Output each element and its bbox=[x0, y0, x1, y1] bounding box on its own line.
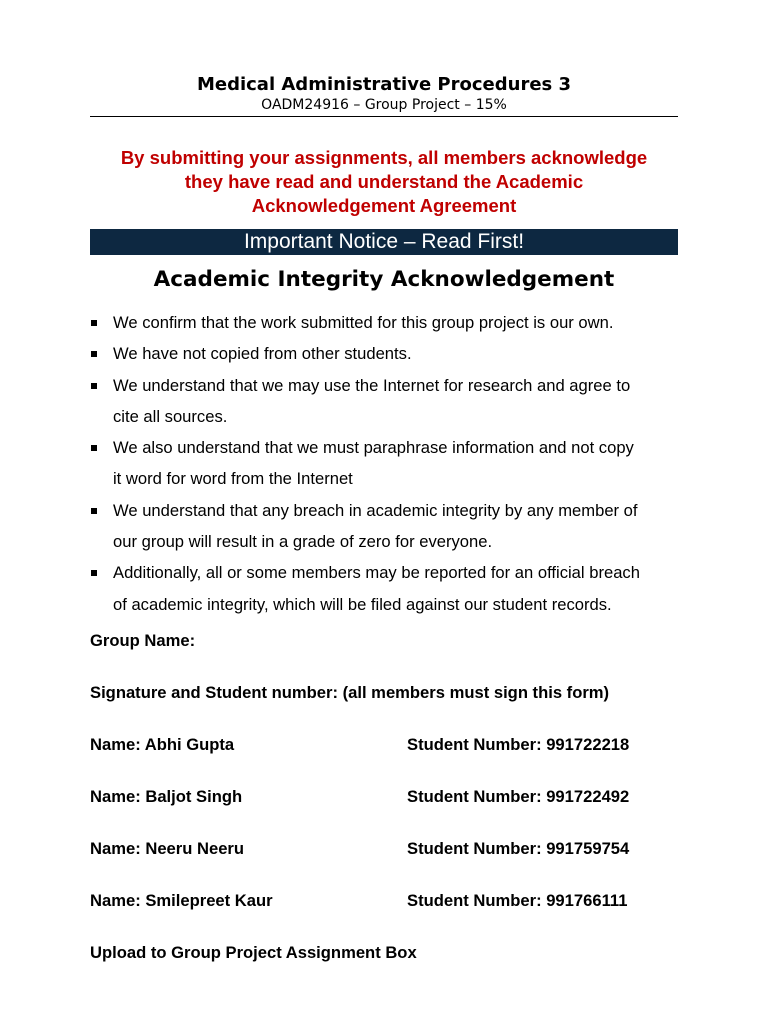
warning-line: they have read and understand the Academic bbox=[184, 171, 584, 192]
square-bullet-icon bbox=[91, 508, 97, 514]
member-student-number: Student Number: 991766111 bbox=[407, 891, 628, 910]
course-title: Medical Administrative Procedures 3 bbox=[196, 74, 572, 95]
integrity-heading: Academic Integrity Acknowledgement bbox=[153, 267, 615, 292]
square-bullet-icon bbox=[91, 383, 97, 389]
integrity-list bbox=[90, 307, 690, 620]
signature-instructions: Signature and Student number: (all members must sign this form) bbox=[90, 683, 610, 702]
list-item-text-continued: our group will result in a grade of zero for everyone. bbox=[113, 532, 493, 552]
member-student-number: Student Number: 991759754 bbox=[407, 839, 630, 858]
list-item bbox=[90, 432, 690, 495]
list-item bbox=[90, 370, 690, 433]
member-row bbox=[90, 838, 690, 860]
member-row bbox=[90, 734, 690, 756]
list-item bbox=[90, 338, 690, 369]
square-bullet-icon bbox=[91, 445, 97, 451]
important-notice-banner: Important Notice – Read First! bbox=[90, 229, 678, 255]
list-item-text-continued: of academic integrity, which will be filed against our student records. bbox=[113, 594, 612, 614]
warning-line: By submitting your assignments, all members acknowledge bbox=[120, 147, 648, 168]
list-item-text: We have not copied from other students. bbox=[113, 344, 412, 364]
member-name: Name: Baljot Singh bbox=[90, 787, 243, 806]
list-item-text: We confirm that the work submitted for this group project is our own. bbox=[113, 313, 614, 332]
member-row bbox=[90, 890, 690, 912]
warning-line: Acknowledgement Agreement bbox=[251, 195, 517, 216]
list-item-text: We understand that any breach in academic integrity by any member of bbox=[113, 500, 638, 520]
square-bullet-icon bbox=[91, 351, 97, 357]
member-name: Name: Smilepreet Kaur bbox=[90, 891, 273, 910]
list-item-text: We also understand that we must paraphrase information and not copy bbox=[113, 438, 634, 458]
list-item-text-continued: cite all sources. bbox=[113, 406, 228, 426]
course-code-subtitle: OADM24916 – Group Project – 15% bbox=[261, 97, 507, 113]
list-item bbox=[90, 495, 690, 558]
square-bullet-icon bbox=[91, 570, 97, 576]
upload-instructions: Upload to Group Project Assignment Box bbox=[90, 943, 417, 962]
header-divider bbox=[90, 116, 678, 117]
list-item-text-continued: it word for word from the Internet bbox=[113, 469, 353, 489]
member-name: Name: Neeru Neeru bbox=[90, 839, 245, 858]
acknowledgement-warning bbox=[90, 146, 678, 218]
list-item bbox=[90, 307, 690, 338]
member-student-number: Student Number: 991722492 bbox=[407, 787, 630, 806]
list-item-text: We understand that we may use the Internet for research and agree to bbox=[113, 375, 631, 395]
group-name-label: Group Name: bbox=[90, 631, 196, 650]
member-name: Name: Abhi Gupta bbox=[90, 735, 235, 754]
square-bullet-icon bbox=[91, 320, 97, 326]
member-student-number: Student Number: 991722218 bbox=[407, 735, 630, 754]
list-item-text: Additionally, all or some members may be reported for an official breach bbox=[113, 563, 640, 583]
member-row bbox=[90, 786, 690, 808]
list-item bbox=[90, 557, 690, 620]
